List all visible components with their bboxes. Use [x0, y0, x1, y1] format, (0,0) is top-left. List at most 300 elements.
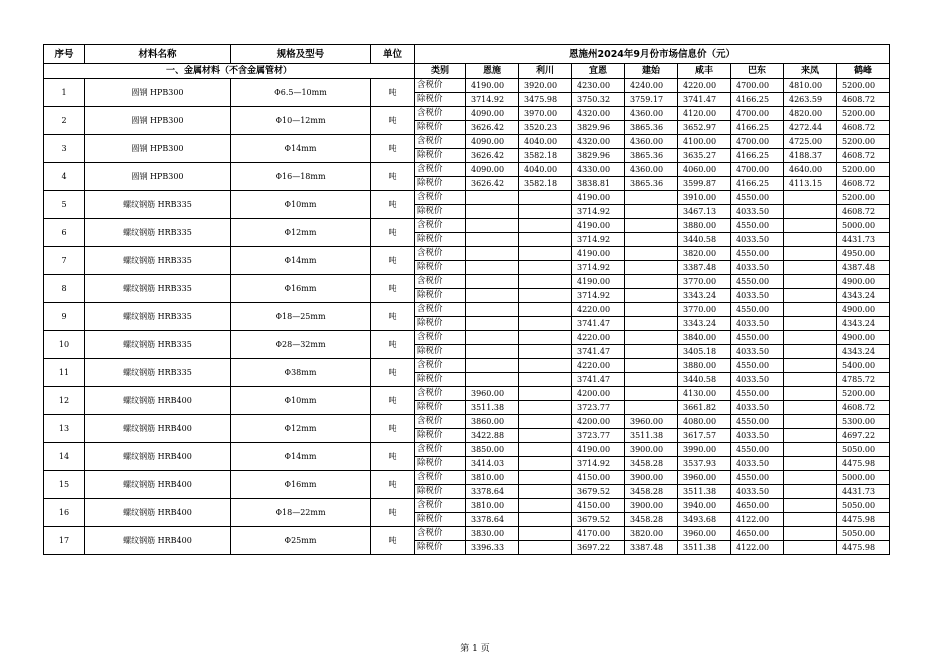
price-cell: 3714.92 — [466, 93, 519, 107]
price-cell: 4900.00 — [837, 331, 890, 345]
price-cell — [519, 387, 572, 401]
price-cell — [784, 485, 837, 499]
unit: 吨 — [371, 387, 415, 415]
price-cell: 5300.00 — [837, 415, 890, 429]
material-name: 螺纹钢筋 HRB335 — [85, 275, 231, 303]
price-cell: 3880.00 — [678, 359, 731, 373]
price-type: 含税价 — [415, 275, 466, 289]
unit: 吨 — [371, 359, 415, 387]
price-type: 除税价 — [415, 289, 466, 303]
material-name: 圆钢 HPB300 — [85, 135, 231, 163]
material-name: 螺纹钢筋 HRB335 — [85, 191, 231, 219]
price-cell: 3810.00 — [466, 499, 519, 513]
city-header: 宜恩 — [572, 64, 625, 79]
price-cell: 4188.37 — [784, 149, 837, 163]
price-cell: 3910.00 — [678, 191, 731, 205]
price-cell: 4608.72 — [837, 401, 890, 415]
price-cell: 4820.00 — [784, 107, 837, 121]
price-cell — [625, 317, 678, 331]
price-cell: 4033.50 — [731, 345, 784, 359]
price-cell: 4033.50 — [731, 485, 784, 499]
price-cell — [784, 373, 837, 387]
item-number: 10 — [44, 331, 85, 359]
price-cell: 3714.92 — [572, 233, 625, 247]
price-cell: 4122.00 — [731, 541, 784, 555]
price-cell: 3679.52 — [572, 513, 625, 527]
table-row — [44, 359, 890, 373]
spec-model: Φ6.5—10mm — [231, 79, 371, 107]
price-cell — [784, 233, 837, 247]
table-row — [44, 191, 890, 205]
price-cell: 4697.22 — [837, 429, 890, 443]
price-cell: 4033.50 — [731, 429, 784, 443]
price-cell: 3396.33 — [466, 541, 519, 555]
price-cell — [784, 471, 837, 485]
price-cell: 4360.00 — [625, 163, 678, 177]
price-cell: 3679.52 — [572, 485, 625, 499]
price-cell: 4700.00 — [731, 107, 784, 121]
price-cell: 4360.00 — [625, 135, 678, 149]
price-cell: 4220.00 — [572, 331, 625, 345]
price-cell: 3511.38 — [678, 541, 731, 555]
price-cell: 3865.36 — [625, 149, 678, 163]
item-number: 8 — [44, 275, 85, 303]
price-cell: 4170.00 — [572, 527, 625, 541]
price-cell: 4033.50 — [731, 233, 784, 247]
price-cell: 4550.00 — [731, 387, 784, 401]
unit: 吨 — [371, 107, 415, 135]
table-row — [44, 499, 890, 513]
price-cell: 4387.48 — [837, 261, 890, 275]
price-cell — [519, 527, 572, 541]
price-cell: 3920.00 — [519, 79, 572, 93]
unit: 吨 — [371, 443, 415, 471]
price-cell: 4190.00 — [572, 443, 625, 457]
price-cell: 4431.73 — [837, 485, 890, 499]
price-type: 含税价 — [415, 499, 466, 513]
unit: 吨 — [371, 163, 415, 191]
price-cell: 4190.00 — [572, 191, 625, 205]
price-cell: 3458.28 — [625, 513, 678, 527]
price-cell: 3599.87 — [678, 177, 731, 191]
item-number: 5 — [44, 191, 85, 219]
price-cell — [625, 205, 678, 219]
type-header: 类别 — [415, 64, 466, 79]
price-cell — [466, 359, 519, 373]
price-cell: 4220.00 — [678, 79, 731, 93]
price-type: 含税价 — [415, 135, 466, 149]
price-cell — [519, 303, 572, 317]
price-cell — [519, 261, 572, 275]
price-cell: 4700.00 — [731, 163, 784, 177]
spec-model: Φ10mm — [231, 387, 371, 415]
table-row — [44, 527, 890, 541]
price-cell: 4272.44 — [784, 121, 837, 135]
material-name: 螺纹钢筋 HRB400 — [85, 415, 231, 443]
price-cell — [784, 331, 837, 345]
unit: 吨 — [371, 79, 415, 107]
item-number: 11 — [44, 359, 85, 387]
price-cell — [466, 261, 519, 275]
section-title: 一、金属材料（不含金属管材） — [44, 64, 415, 79]
table-row — [44, 107, 890, 121]
price-cell — [519, 275, 572, 289]
price-cell — [784, 317, 837, 331]
price-cell — [466, 345, 519, 359]
price-cell: 3458.28 — [625, 485, 678, 499]
price-cell: 5200.00 — [837, 135, 890, 149]
spec-model: Φ16—18mm — [231, 163, 371, 191]
price-cell: 3741.47 — [572, 373, 625, 387]
price-cell: 4608.72 — [837, 205, 890, 219]
price-cell — [784, 345, 837, 359]
price-cell: 3458.28 — [625, 457, 678, 471]
price-cell — [784, 443, 837, 457]
price-cell — [466, 233, 519, 247]
price-cell — [519, 471, 572, 485]
material-name: 螺纹钢筋 HRB400 — [85, 527, 231, 555]
price-cell — [784, 499, 837, 513]
price-cell: 3422.88 — [466, 429, 519, 443]
price-cell: 3343.24 — [678, 317, 731, 331]
unit: 吨 — [371, 331, 415, 359]
table-row — [44, 219, 890, 233]
price-cell — [519, 345, 572, 359]
price-cell: 4431.73 — [837, 233, 890, 247]
item-number: 3 — [44, 135, 85, 163]
price-cell: 4475.98 — [837, 513, 890, 527]
price-cell — [519, 331, 572, 345]
price-cell: 4166.25 — [731, 149, 784, 163]
price-cell: 3511.38 — [678, 485, 731, 499]
city-header: 恩施 — [466, 64, 519, 79]
spec-model: Φ10mm — [231, 191, 371, 219]
price-cell — [466, 317, 519, 331]
price-cell: 3387.48 — [625, 541, 678, 555]
price-type: 含税价 — [415, 219, 466, 233]
price-cell: 3741.47 — [572, 317, 625, 331]
price-cell: 4090.00 — [466, 135, 519, 149]
city-header: 建始 — [625, 64, 678, 79]
header-row — [44, 45, 890, 64]
item-number: 2 — [44, 107, 85, 135]
price-cell — [784, 275, 837, 289]
price-cell: 3840.00 — [678, 331, 731, 345]
price-cell: 4033.50 — [731, 457, 784, 471]
price-cell: 3741.47 — [678, 93, 731, 107]
price-cell: 3582.18 — [519, 149, 572, 163]
item-number: 16 — [44, 499, 85, 527]
price-type: 含税价 — [415, 527, 466, 541]
price-type: 除税价 — [415, 93, 466, 107]
price-cell: 5000.00 — [837, 219, 890, 233]
unit: 吨 — [371, 303, 415, 331]
price-cell: 3900.00 — [625, 499, 678, 513]
unit: 吨 — [371, 527, 415, 555]
price-cell: 4550.00 — [731, 219, 784, 233]
price-cell: 4608.72 — [837, 149, 890, 163]
price-cell — [519, 457, 572, 471]
spec-model: Φ12mm — [231, 415, 371, 443]
spec-model: Φ12mm — [231, 219, 371, 247]
price-cell: 4190.00 — [572, 247, 625, 261]
price-cell — [625, 233, 678, 247]
table-row — [44, 443, 890, 457]
price-cell: 3759.17 — [625, 93, 678, 107]
price-type: 含税价 — [415, 331, 466, 345]
price-cell: 5050.00 — [837, 527, 890, 541]
price-cell — [784, 247, 837, 261]
price-cell — [519, 485, 572, 499]
price-type: 除税价 — [415, 457, 466, 471]
price-cell: 3714.92 — [572, 205, 625, 219]
price-type: 含税价 — [415, 387, 466, 401]
price-cell — [625, 261, 678, 275]
price-cell: 4060.00 — [678, 163, 731, 177]
city-header: 利川 — [519, 64, 572, 79]
price-type: 含税价 — [415, 471, 466, 485]
price-cell: 3475.98 — [519, 93, 572, 107]
price-cell: 4343.24 — [837, 345, 890, 359]
item-number: 7 — [44, 247, 85, 275]
price-cell: 4040.00 — [519, 135, 572, 149]
spec-model: Φ16mm — [231, 471, 371, 499]
spec-model: Φ14mm — [231, 443, 371, 471]
unit: 吨 — [371, 247, 415, 275]
price-cell: 4130.00 — [678, 387, 731, 401]
unit: 吨 — [371, 471, 415, 499]
price-cell: 3990.00 — [678, 443, 731, 457]
table-row — [44, 275, 890, 289]
price-cell — [519, 443, 572, 457]
price-cell: 3440.58 — [678, 233, 731, 247]
price-cell — [784, 191, 837, 205]
price-type: 含税价 — [415, 247, 466, 261]
price-cell: 3830.00 — [466, 527, 519, 541]
price-cell: 4608.72 — [837, 177, 890, 191]
price-type: 含税价 — [415, 163, 466, 177]
price-cell: 3635.27 — [678, 149, 731, 163]
price-cell: 4608.72 — [837, 93, 890, 107]
price-cell — [784, 205, 837, 219]
price-cell: 3405.18 — [678, 345, 731, 359]
material-name: 螺纹钢筋 HRB335 — [85, 331, 231, 359]
price-cell — [625, 191, 678, 205]
price-cell — [625, 289, 678, 303]
price-type: 除税价 — [415, 373, 466, 387]
price-cell — [784, 289, 837, 303]
price-cell — [625, 387, 678, 401]
price-cell: 3770.00 — [678, 303, 731, 317]
price-cell: 3511.38 — [466, 401, 519, 415]
price-cell: 4090.00 — [466, 163, 519, 177]
material-name: 螺纹钢筋 HRB400 — [85, 443, 231, 471]
price-cell: 3880.00 — [678, 219, 731, 233]
price-cell — [466, 275, 519, 289]
material-name: 圆钢 HPB300 — [85, 107, 231, 135]
price-cell: 4166.25 — [731, 177, 784, 191]
price-cell — [519, 219, 572, 233]
price-cell — [466, 191, 519, 205]
price-cell: 3414.03 — [466, 457, 519, 471]
material-name: 螺纹钢筋 HRB400 — [85, 387, 231, 415]
price-cell: 3960.00 — [625, 415, 678, 429]
price-type: 除税价 — [415, 261, 466, 275]
price-cell: 3850.00 — [466, 443, 519, 457]
price-cell: 4900.00 — [837, 275, 890, 289]
material-name: 螺纹钢筋 HRB335 — [85, 247, 231, 275]
price-cell: 4033.50 — [731, 261, 784, 275]
unit: 吨 — [371, 191, 415, 219]
price-cell: 5200.00 — [837, 163, 890, 177]
price-cell — [784, 429, 837, 443]
price-cell: 3343.24 — [678, 289, 731, 303]
price-cell: 3750.32 — [572, 93, 625, 107]
price-cell — [519, 247, 572, 261]
price-cell: 3860.00 — [466, 415, 519, 429]
price-cell: 4120.00 — [678, 107, 731, 121]
price-cell: 3838.81 — [572, 177, 625, 191]
price-cell: 4608.72 — [837, 121, 890, 135]
price-cell: 3440.58 — [678, 373, 731, 387]
price-cell: 3770.00 — [678, 275, 731, 289]
price-cell: 4550.00 — [731, 471, 784, 485]
price-cell: 4320.00 — [572, 135, 625, 149]
price-cell — [625, 401, 678, 415]
price-cell — [466, 303, 519, 317]
table-row — [44, 303, 890, 317]
price-cell — [625, 219, 678, 233]
header-unit: 单位 — [371, 45, 415, 64]
price-cell: 4550.00 — [731, 275, 784, 289]
price-cell: 4343.24 — [837, 289, 890, 303]
price-cell: 4100.00 — [678, 135, 731, 149]
price-cell: 4166.25 — [731, 93, 784, 107]
price-table — [43, 44, 890, 555]
price-cell: 4700.00 — [731, 79, 784, 93]
price-cell: 4810.00 — [784, 79, 837, 93]
price-cell — [519, 373, 572, 387]
price-cell: 3940.00 — [678, 499, 731, 513]
price-cell: 5200.00 — [837, 107, 890, 121]
header-seq: 序号 — [44, 45, 85, 64]
price-cell — [625, 331, 678, 345]
price-cell: 3378.64 — [466, 513, 519, 527]
unit: 吨 — [371, 219, 415, 247]
price-cell: 4785.72 — [837, 373, 890, 387]
price-cell: 3865.36 — [625, 177, 678, 191]
price-cell: 5200.00 — [837, 79, 890, 93]
price-cell: 5050.00 — [837, 443, 890, 457]
material-name: 螺纹钢筋 HRB335 — [85, 219, 231, 247]
price-cell: 3960.00 — [678, 471, 731, 485]
price-cell — [784, 457, 837, 471]
price-cell — [466, 219, 519, 233]
price-cell: 3960.00 — [678, 527, 731, 541]
header-material: 材料名称 — [85, 45, 231, 64]
price-cell: 4122.00 — [731, 513, 784, 527]
price-cell: 3697.22 — [572, 541, 625, 555]
price-cell — [519, 359, 572, 373]
table-row — [44, 415, 890, 429]
spec-model: Φ25mm — [231, 527, 371, 555]
item-number: 12 — [44, 387, 85, 415]
price-cell: 4263.59 — [784, 93, 837, 107]
price-cell: 4650.00 — [731, 499, 784, 513]
price-type: 除税价 — [415, 345, 466, 359]
price-cell: 3900.00 — [625, 443, 678, 457]
price-cell — [784, 415, 837, 429]
price-cell: 3723.77 — [572, 429, 625, 443]
price-type: 含税价 — [415, 191, 466, 205]
price-cell: 3626.42 — [466, 177, 519, 191]
price-cell: 3617.57 — [678, 429, 731, 443]
price-cell — [519, 191, 572, 205]
price-cell: 3626.42 — [466, 149, 519, 163]
price-cell — [519, 499, 572, 513]
price-cell: 3378.64 — [466, 485, 519, 499]
price-cell — [784, 401, 837, 415]
price-type: 含税价 — [415, 359, 466, 373]
material-name: 螺纹钢筋 HRB335 — [85, 359, 231, 387]
price-cell — [625, 247, 678, 261]
price-cell: 4900.00 — [837, 303, 890, 317]
price-cell — [466, 331, 519, 345]
price-cell: 4700.00 — [731, 135, 784, 149]
price-cell: 4550.00 — [731, 415, 784, 429]
price-cell: 4200.00 — [572, 415, 625, 429]
table-row — [44, 471, 890, 485]
price-cell: 4360.00 — [625, 107, 678, 121]
price-cell: 4190.00 — [572, 219, 625, 233]
price-cell — [784, 261, 837, 275]
price-cell: 4550.00 — [731, 443, 784, 457]
price-cell: 3741.47 — [572, 345, 625, 359]
price-cell: 3714.92 — [572, 457, 625, 471]
price-cell — [519, 415, 572, 429]
material-name: 圆钢 HPB300 — [85, 79, 231, 107]
price-cell: 4240.00 — [625, 79, 678, 93]
price-cell: 4033.50 — [731, 205, 784, 219]
price-cell — [784, 387, 837, 401]
price-cell — [625, 275, 678, 289]
price-cell: 3511.38 — [625, 429, 678, 443]
city-header: 咸丰 — [678, 64, 731, 79]
price-cell: 3652.97 — [678, 121, 731, 135]
price-cell — [466, 373, 519, 387]
spec-model: Φ16mm — [231, 275, 371, 303]
price-cell: 5200.00 — [837, 387, 890, 401]
table-row — [44, 163, 890, 177]
price-cell — [519, 401, 572, 415]
price-cell: 3582.18 — [519, 177, 572, 191]
price-cell — [519, 289, 572, 303]
price-type: 除税价 — [415, 485, 466, 499]
price-cell: 3387.48 — [678, 261, 731, 275]
table-row — [44, 387, 890, 401]
item-number: 1 — [44, 79, 85, 107]
price-cell: 3829.96 — [572, 149, 625, 163]
price-cell — [519, 429, 572, 443]
spec-model: Φ10—12mm — [231, 107, 371, 135]
material-name: 螺纹钢筋 HRB400 — [85, 471, 231, 499]
price-cell: 4033.50 — [731, 317, 784, 331]
price-cell: 3723.77 — [572, 401, 625, 415]
price-cell: 4190.00 — [572, 275, 625, 289]
price-type: 含税价 — [415, 79, 466, 93]
spec-model: Φ18—22mm — [231, 499, 371, 527]
price-cell: 5000.00 — [837, 471, 890, 485]
